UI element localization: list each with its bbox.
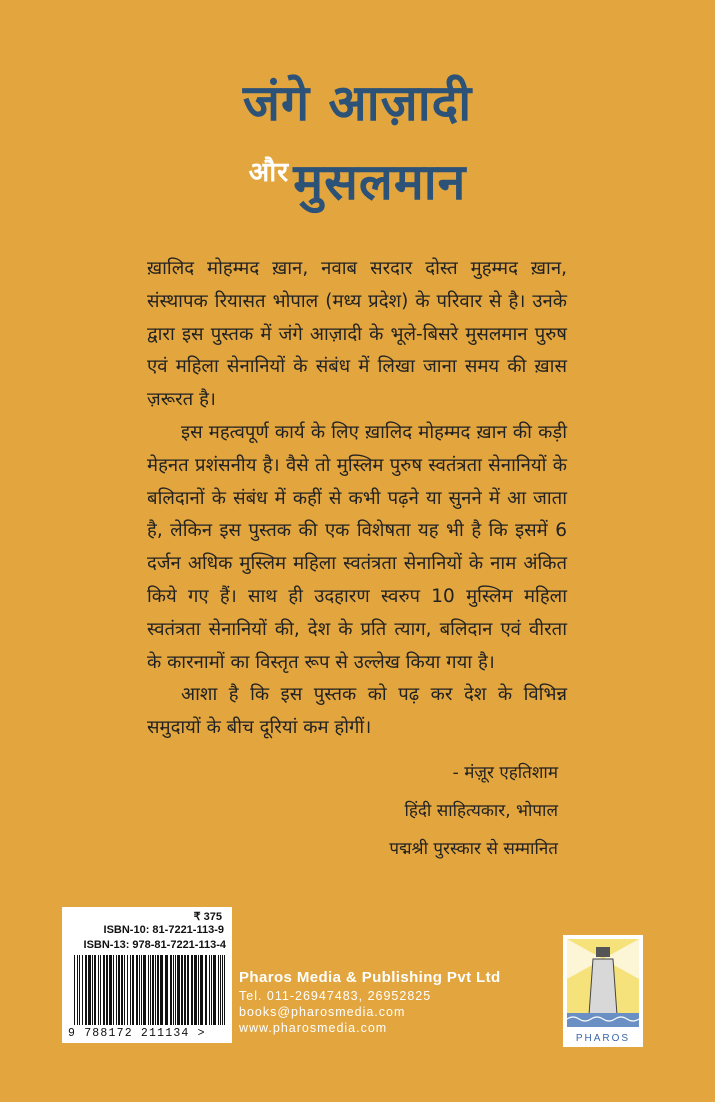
isbn-10: ISBN-10: 81-7221-113-9 (103, 924, 224, 936)
publisher-info (239, 969, 501, 1036)
price-label: ₹ 375 (193, 911, 222, 923)
publisher-web: www.pharosmedia.com (239, 1021, 388, 1035)
barcode-icon (72, 955, 230, 1025)
publisher-email: books@pharosmedia.com (239, 1005, 406, 1019)
blurb-paragraph-2: इस महत्वपूर्ण कार्य के लिए ख़ालिद मोहम्मद ख़ान की कड़ी मेहनत प्रशंसनीय है। वैसे तो मुस्लिम पुरुष स्वतंत्रता सेनानियों के बलिदानों के संबंध में कहीं से कभी पढ़ने या सुनने में आ जाता है, लेकिन इस पुस्तक की एक विशेषता यह भी है कि इसमें 6 दर्जन अधिक मुस्लिम महिला स्वतंत्रता सेनानियों के नाम अंकित किये गए हैं। साथ ही उदहारण स्वरुप 10 मुस्लिम महिला स्वतंत्रता सेनानियों की, देश के प्रति त्याग, बलिदान एवं वीरता के कारनामों का विस्तृत रूप से उल्लेख किया गया है। (147, 421, 567, 673)
publisher-tel: Tel. 011-26947483, 26952825 (239, 989, 432, 1003)
blurb-paragraph-3: आशा है कि इस पुस्तक को पढ़ कर देश के विभिन्न समुदायों के बीच दूरियां कम होगीं। (147, 684, 567, 739)
blurb-paragraph-1: ख़ालिद मोहम्मद ख़ान, नवाब सरदार दोस्त मुहम्मद ख़ान, संस्थापक रियासत भोपाल (मध्य प्रदेश) के परिवार से है। उनके द्वारा इस पुस्तक में जंगे आज़ादी के भूले-बिसरे मुसलमान पुरुष एवं महिला सेनानियों के संबंध में लिखा जाना समय की ख़ास ज़रूरत है। (147, 258, 567, 411)
logo-text: PHAROS (575, 1033, 631, 1044)
barcode-box (62, 907, 232, 1043)
book-title-line1: जंगे आज़ादी (242, 74, 473, 132)
book-title-line2 (0, 140, 715, 215)
blurb-text (147, 253, 567, 745)
signature-title: हिंदी साहित्यकार, भोपाल (404, 801, 558, 821)
signature-award: पद्मश्री पुरस्कार से सम्मानित (389, 839, 558, 859)
signature-name: - मंज़ूर एहतिशाम (452, 763, 558, 783)
pharos-lighthouse-logo-icon (563, 935, 643, 1047)
title-and-word: और (248, 157, 290, 188)
isbn-13: ISBN-13: 978-81-7221-113-4 (83, 939, 226, 951)
title-musalman: मुसलमान (293, 153, 467, 211)
signature-block (389, 758, 558, 864)
publisher-name: Pharos Media & Publishing Pvt Ltd (239, 969, 501, 986)
barcode-digits: 9 788172 211134 > (68, 1027, 206, 1040)
